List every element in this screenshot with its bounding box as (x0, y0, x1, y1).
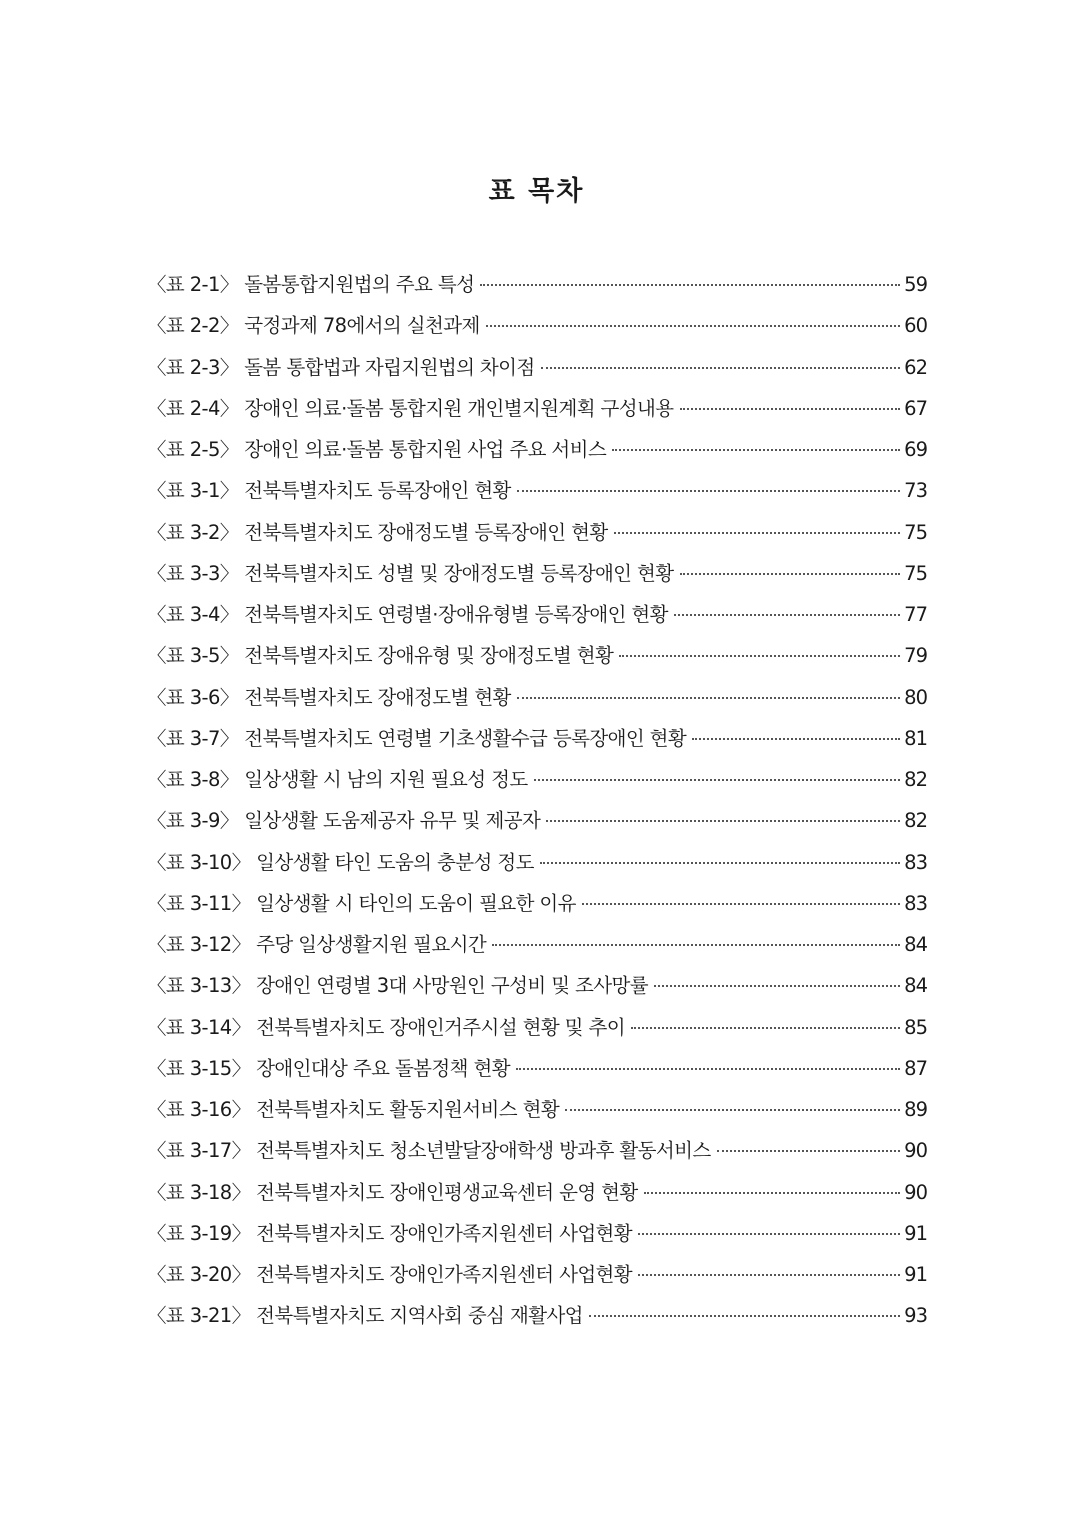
toc-entry-page-number: 83 (904, 891, 927, 915)
toc-entry-page-number: 85 (904, 1015, 927, 1039)
toc-entry-label: 〈표 3-4〉 전북특별자치도 연령별·장애유형별 등록장애인 현황 (147, 603, 668, 626)
toc-entry-label: 〈표 3-18〉 전북특별자치도 장애인평생교육센터 운영 현황 (147, 1180, 638, 1204)
toc-entry-page-number: 75 (904, 520, 927, 544)
dot-leader (517, 490, 900, 492)
toc-entry-label: 〈표 3-15〉 장애인대상 주요 돌봄정책 현황 (147, 1056, 510, 1080)
toc-entry[interactable] (147, 264, 927, 305)
toc-entry-page-number: 60 (904, 314, 927, 338)
dot-leader (486, 325, 900, 327)
dot-leader (540, 862, 900, 864)
toc-entry-label: 〈표 2-2〉 국정과제 78에서의 실천과제 (147, 314, 480, 338)
dot-leader (638, 1274, 900, 1276)
toc-entry[interactable] (147, 594, 927, 635)
toc-entry-page-number: 69 (904, 438, 927, 461)
toc-entry-page-number: 79 (904, 644, 927, 668)
toc-entry[interactable] (147, 635, 927, 676)
toc-entry-page-number: 59 (904, 273, 927, 296)
toc-entry-page-number: 84 (904, 933, 927, 956)
toc-entry[interactable] (147, 553, 927, 594)
toc-entry[interactable] (147, 1295, 927, 1336)
dot-leader (492, 944, 900, 946)
toc-entry[interactable] (147, 718, 927, 759)
toc-entry-page-number: 91 (904, 1263, 927, 1286)
dot-leader (582, 903, 900, 905)
toc-entry[interactable] (147, 512, 927, 553)
toc-entry[interactable] (147, 470, 927, 511)
toc-entry-label: 〈표 3-5〉 전북특별자치도 장애유형 및 장애정도별 현황 (147, 644, 614, 668)
toc-entry-label: 〈표 3-8〉 일상생활 시 남의 지원 필요성 정도 (147, 768, 528, 791)
toc-entry-page-number: 80 (904, 685, 927, 709)
toc-entry-label: 〈표 3-19〉 전북특별자치도 장애인가족지원센터 사업현황 (147, 1221, 633, 1245)
toc-entry-label: 〈표 3-3〉 전북특별자치도 성별 및 장애정도별 등록장애인 현황 (147, 561, 674, 585)
dot-leader (717, 1150, 901, 1152)
dot-leader (644, 1192, 901, 1194)
toc-entry-label: 〈표 3-7〉 전북특별자치도 연령별 기초생활수급 등록장애인 현황 (147, 726, 687, 750)
toc-entry-label: 〈표 3-14〉 전북특별자치도 장애인거주시설 현황 및 추이 (147, 1015, 625, 1039)
toc-entry-label: 〈표 3-12〉 주당 일상생활지원 필요시간 (147, 933, 487, 956)
toc-entry-label: 〈표 2-1〉 돌봄통합지원법의 주요 특성 (147, 273, 475, 296)
toc-entry[interactable] (147, 759, 927, 800)
toc-entry-page-number: 91 (904, 1221, 927, 1245)
toc-entry[interactable] (147, 924, 927, 965)
dot-leader (612, 449, 900, 451)
toc-entry-label: 〈표 3-21〉 전북특별자치도 지역사회 중심 재활사업 (147, 1304, 583, 1328)
toc-entry[interactable] (147, 800, 927, 841)
dot-leader (631, 1027, 900, 1029)
toc-entry-page-number: 83 (904, 850, 927, 874)
toc-entry[interactable] (147, 1048, 927, 1089)
toc-entry-label: 〈표 3-2〉 전북특별자치도 장애정도별 등록장애인 현황 (147, 520, 608, 544)
toc-entry[interactable] (147, 1213, 927, 1254)
toc-entry-page-number: 77 (904, 603, 927, 626)
table-of-contents-list (147, 264, 927, 1337)
toc-entry-page-number: 87 (904, 1056, 927, 1080)
toc-entry[interactable] (147, 1007, 927, 1048)
toc-entry-label: 〈표 2-3〉 돌봄 통합법과 자립지원법의 차이점 (147, 355, 535, 379)
toc-entry[interactable] (147, 1130, 927, 1171)
toc-entry-page-number: 89 (904, 1098, 927, 1121)
toc-entry[interactable] (147, 305, 927, 346)
toc-entry[interactable] (147, 965, 927, 1006)
toc-entry-page-number: 81 (904, 726, 927, 750)
toc-entry-page-number: 82 (904, 768, 927, 791)
toc-entry-page-number: 67 (904, 396, 927, 420)
dot-leader (674, 614, 900, 616)
dot-leader (480, 284, 900, 286)
dot-leader (654, 985, 900, 987)
toc-entry-label: 〈표 3-11〉 일상생활 시 타인의 도움이 필요한 이유 (147, 891, 576, 915)
toc-entry-label: 〈표 3-16〉 전북특별자치도 활동지원서비스 현황 (147, 1098, 560, 1121)
toc-entry-label: 〈표 3-17〉 전북특별자치도 청소년발달장애학생 방과후 활동서비스 (147, 1139, 711, 1163)
toc-entry[interactable] (147, 842, 927, 883)
toc-entry-page-number: 73 (904, 479, 927, 503)
toc-entry-page-number: 62 (904, 355, 927, 379)
dot-leader (619, 655, 900, 657)
toc-entry-label: 〈표 3-13〉 장애인 연령별 3대 사망원인 구성비 및 조사망률 (147, 974, 648, 998)
toc-entry-label: 〈표 2-4〉 장애인 의료·돌봄 통합지원 개인별지원계획 구성내용 (147, 396, 674, 420)
dot-leader (692, 738, 900, 740)
toc-entry-page-number: 82 (904, 809, 927, 833)
toc-entry[interactable] (147, 883, 927, 924)
toc-entry-label: 〈표 3-1〉 전북특별자치도 등록장애인 현황 (147, 479, 511, 503)
toc-entry-page-number: 75 (904, 561, 927, 585)
toc-entry-page-number: 84 (904, 974, 927, 998)
toc-entry[interactable] (147, 1254, 927, 1295)
dot-leader (565, 1109, 900, 1111)
toc-entry-label: 〈표 3-10〉 일상생활 타인 도움의 충분성 정도 (147, 850, 534, 874)
toc-entry[interactable] (147, 429, 927, 470)
page-title: 표 목차 (488, 176, 585, 207)
dot-leader (546, 820, 900, 822)
toc-entry[interactable] (147, 347, 927, 388)
dot-leader (534, 779, 901, 781)
dot-leader (614, 532, 901, 534)
dot-leader (517, 697, 900, 699)
dot-leader (680, 573, 901, 575)
toc-entry[interactable] (147, 388, 927, 429)
dot-leader (516, 1068, 900, 1070)
toc-entry-page-number: 90 (904, 1180, 927, 1204)
toc-entry-label: 〈표 2-5〉 장애인 의료·돌봄 통합지원 사업 주요 서비스 (147, 438, 607, 461)
dot-leader (589, 1315, 900, 1317)
toc-entry-page-number: 93 (904, 1304, 927, 1328)
dot-leader (680, 408, 901, 410)
dot-leader (541, 367, 901, 369)
toc-entry[interactable] (147, 1172, 927, 1213)
toc-entry-label: 〈표 3-6〉 전북특별자치도 장애정도별 현황 (147, 685, 511, 709)
toc-entry[interactable] (147, 1089, 927, 1130)
toc-entry[interactable] (147, 677, 927, 718)
toc-entry-label: 〈표 3-20〉 전북특별자치도 장애인가족지원센터 사업현황 (147, 1263, 633, 1286)
dot-leader (638, 1233, 900, 1235)
toc-entry-page-number: 90 (904, 1139, 927, 1163)
toc-entry-label: 〈표 3-9〉 일상생활 도움제공자 유무 및 제공자 (147, 809, 541, 833)
